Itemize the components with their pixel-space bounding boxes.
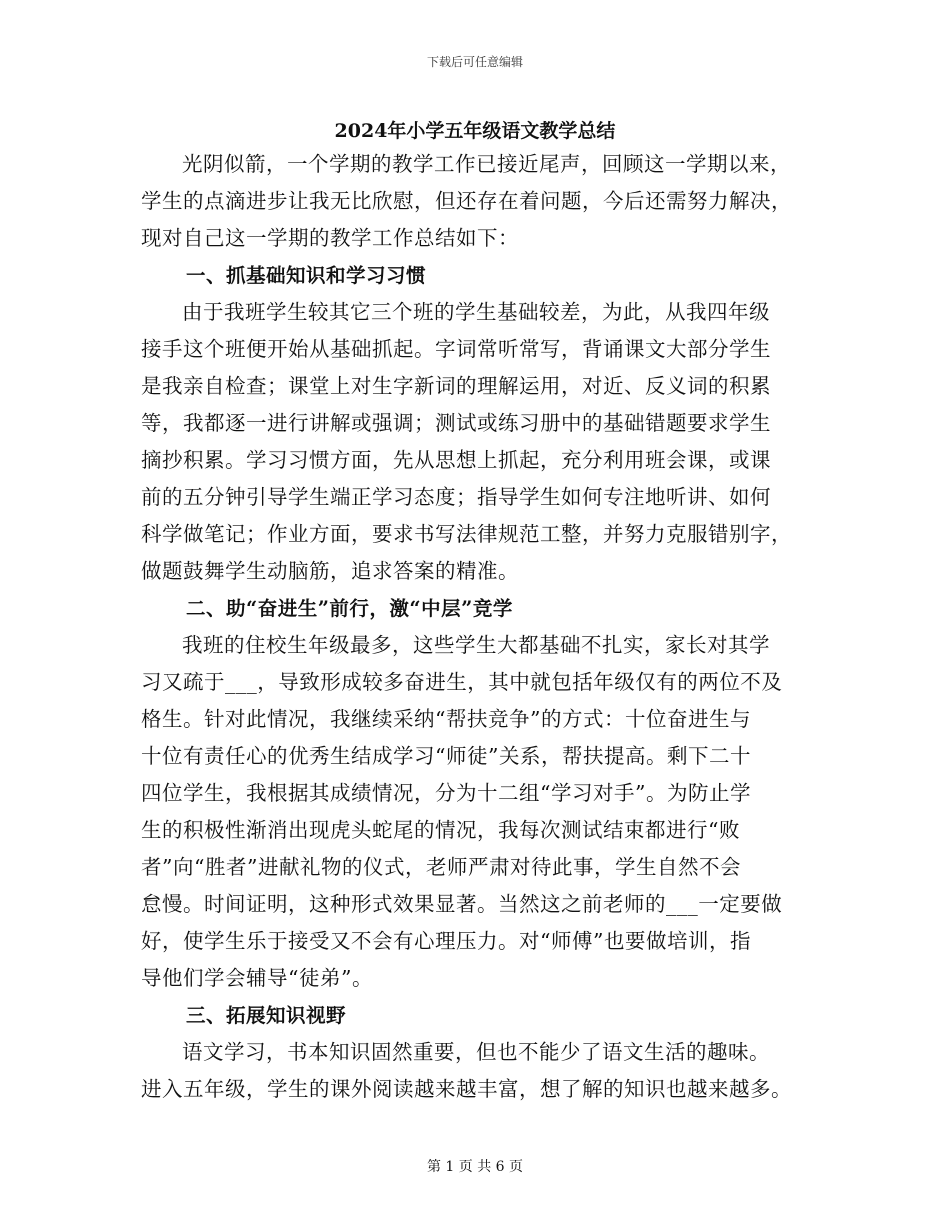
body-line: 生的积极性渐消出现虎头蛇尾的情况，我每次测试结束都进行“败 xyxy=(141,818,740,842)
body-line: 习又疏于___，导致形成较多奋进生，其中就包括年级仅有的两位不及 xyxy=(141,670,783,694)
body-line: 进入五年级，学生的课外阅读越来越丰富，想了解的知识也越来越多。 xyxy=(141,1077,792,1101)
body-line: 摘抄积累。学习习惯方面，先从思想上抓起，充分利用班会课，或课 xyxy=(141,448,771,472)
body-line: 接手这个班便开始从基础抓起。字词常听常写，背诵课文大部分学生 xyxy=(141,337,771,361)
body-line: 前的五分钟引导学生端正学习态度；指导学生如何专注地听讲、如何 xyxy=(141,485,771,509)
section-heading-1: 一、抓基础知识和学习习惯 xyxy=(186,264,427,287)
document-title: 2024年小学五年级语文教学总结 xyxy=(334,120,616,142)
body-line: 是我亲自检查；课堂上对生字新词的理解运用，对近、反义词的积累 xyxy=(141,374,771,398)
page-header-note: 下载后可任意编辑 xyxy=(426,55,523,69)
page-number-footer: 第 1 页 共 6 页 xyxy=(426,1159,524,1175)
body-line: 做题鼓舞学生动脑筋，追求答案的精准。 xyxy=(141,559,519,583)
body-line: 由于我班学生较其它三个班的学生基础较差，为此，从我四年级 xyxy=(182,300,770,324)
body-line: 四位学生，我根据其成绩情况，分为十二组“学习对手”。为防止学 xyxy=(141,781,751,805)
body-line: 光阴似箭，一个学期的教学工作已接近尾声，回顾这一学期以来， xyxy=(182,152,791,176)
body-line: 十位有责任心的优秀生结成学习“师徒”关系，帮扶提高。剩下二十 xyxy=(141,744,751,768)
document-body xyxy=(141,146,809,1108)
body-line: 语文学习，书本知识固然重要，但也不能少了语文生活的趣味。 xyxy=(182,1040,770,1064)
section-heading-2: 二、助“奋进生”前行，激“中层”竞学 xyxy=(186,597,513,620)
section-heading-3: 三、拓展知识视野 xyxy=(186,1004,347,1027)
body-line: 我班的住校生年级最多，这些学生大都基础不扎实，家长对其学 xyxy=(182,633,770,657)
body-line: 等，我都逐一进行讲解或强调；测试或练习册中的基础错题要求学生 xyxy=(141,411,771,435)
body-line: 者”向“胜者”进献礼物的仪式，老师严肃对待此事，学生自然不会 xyxy=(141,855,741,879)
body-line: 学生的点滴进步让我无比欣慰，但还存在着问题，今后还需努力解决， xyxy=(141,189,792,213)
body-line: 导他们学会辅导“徒弟”。 xyxy=(141,966,373,990)
body-line: 怠慢。时间证明，这种形式效果显著。当然这之前老师的___一定要做 xyxy=(141,892,783,916)
body-line: 格生。针对此情况，我继续采纳“帮扶竞争”的方式：十位奋进生与 xyxy=(141,707,751,731)
body-line: 现对自己这一学期的教学工作总结如下： xyxy=(141,226,519,250)
body-line: 好，使学生乐于接受又不会有心理压力。对“师傅”也要做培训，指 xyxy=(141,929,751,953)
body-line: 科学做笔记；作业方面，要求书写法律规范工整，并努力克服错别字， xyxy=(141,522,792,546)
